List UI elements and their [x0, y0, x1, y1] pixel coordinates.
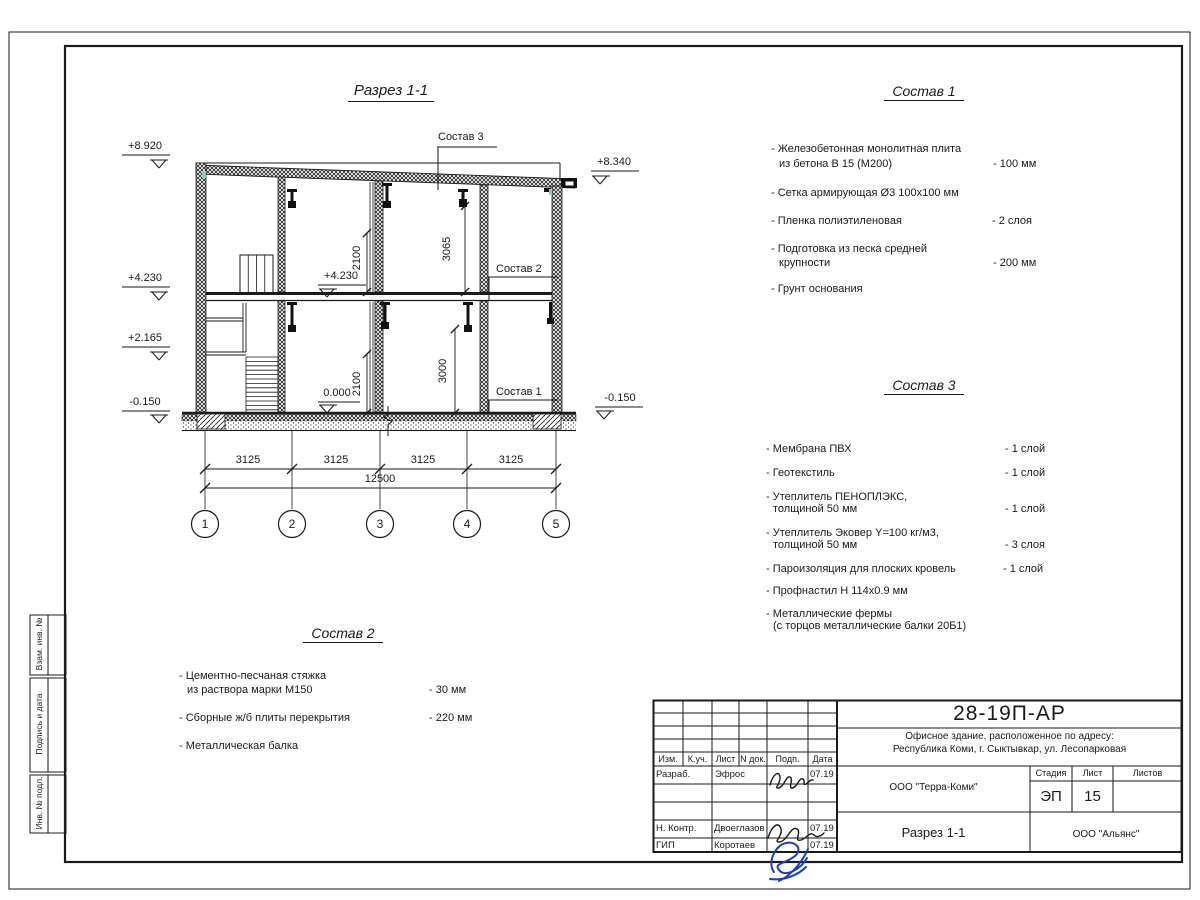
- row-name: Двоеглазов: [714, 823, 765, 834]
- stamp-podpis-data: Подпись и дата: [34, 693, 44, 755]
- list-item: - Мембрана ПВХ: [766, 443, 852, 455]
- seal-mark-right: [549, 189, 552, 195]
- wall-right: [552, 186, 562, 413]
- list-item: крупности: [779, 257, 831, 269]
- grid-bubble-2: 2: [288, 517, 296, 531]
- doc-number: 28-19П-АР: [953, 702, 1066, 725]
- list-item: из бетона В 15 (М200): [779, 158, 892, 170]
- sheets-label: Листов: [1132, 768, 1163, 778]
- contractor-name: ООО "Альянс": [1072, 829, 1140, 840]
- seal-mark-left: [202, 171, 206, 178]
- list-item-value: - 1 слой: [1005, 443, 1046, 455]
- grid-bubble-1: 1: [201, 517, 209, 531]
- elevation-8920: +8.920: [128, 140, 162, 152]
- list-item: - Пароизоляция для плоских кровель: [766, 563, 956, 575]
- wall-left: [196, 163, 206, 413]
- list-item: - Геотекстиль: [766, 467, 835, 479]
- list-item-value: - 100 мм: [993, 158, 1037, 170]
- project-address-line1: Офисное здание, расположенное по адресу:: [905, 731, 1114, 742]
- list-item: - Сетка армирующая Ø3 100х100 мм: [771, 187, 959, 199]
- list-item: - Металлические фермы: [766, 608, 893, 620]
- grid-bubble-5: 5: [552, 517, 560, 531]
- dim-3125-4: 3125: [498, 454, 524, 466]
- list-item-value: - 3 слоя: [1005, 539, 1046, 551]
- list-item: - Металлическая балка: [179, 740, 299, 752]
- list-item: - Утеплитель ПЕНОПЛЭКС,: [766, 491, 908, 503]
- project-address-line2: Республика Коми, г. Сыктывкар, ул. Лесопарковая: [892, 744, 1127, 755]
- list-item: - Сборные ж/б плиты перекрытия: [179, 712, 350, 724]
- callout-sostav2: Состав 2: [496, 263, 542, 275]
- list-item-value: - 220 мм: [429, 712, 473, 724]
- list-item: - Железобетонная монолитная плита: [771, 143, 962, 155]
- dim-2100-floor2: 2100: [351, 245, 363, 271]
- sheet-title: Разрез 1-1: [901, 825, 966, 840]
- list-item: - Профнастил Н 114х0.9 мм: [766, 585, 908, 597]
- row-role: ГИП: [656, 840, 675, 851]
- row-role: Разраб.: [656, 769, 691, 780]
- stamp-inv-podl: Инв. № подл.: [34, 776, 44, 830]
- callout-sostav3: Состав 3: [438, 131, 484, 143]
- stage-value: ЭП: [1040, 788, 1062, 805]
- stage-label: Стадия: [1035, 768, 1067, 778]
- list-item: - Утеплитель Эковер Y=100 кг/м3,: [766, 527, 939, 539]
- list-item: - Пленка полиэтиленовая: [771, 215, 902, 227]
- list-item-value: - 1 слой: [1005, 503, 1046, 515]
- dim-3125-3: 3125: [410, 454, 436, 466]
- sostav2-title: Состав 2: [303, 625, 383, 643]
- row-name: Эфрос: [715, 769, 745, 780]
- list-item-value: - 200 мм: [993, 257, 1037, 269]
- list-item: толщиной 50 мм: [773, 503, 858, 515]
- list-item-value: - 30 мм: [429, 684, 467, 696]
- col-kuch: К.уч.: [687, 754, 708, 764]
- list-item-value: - 1 слой: [1005, 467, 1046, 479]
- list-item: толщиной 50 мм: [773, 539, 858, 551]
- dim-3125-2: 3125: [323, 454, 349, 466]
- stamp-vzam-inv: Взам. инв. №: [34, 617, 44, 671]
- sheet-number: 15: [1084, 788, 1101, 805]
- section-title: Разрез 1-1: [348, 82, 434, 102]
- sostav3-title: Состав 3: [884, 377, 964, 395]
- row-date: 07.19: [810, 823, 834, 834]
- list-item: из раствора марки М150: [187, 684, 313, 696]
- elevation-8340: +8.340: [597, 156, 631, 168]
- sostav1-title: Состав 1: [884, 83, 964, 101]
- ceiling-hangers: [287, 183, 554, 332]
- company-name: ООО "Терра-Коми": [889, 782, 978, 793]
- callout-sostav1: Состав 1: [496, 386, 542, 398]
- elevation-0150-right: -0.150: [604, 392, 636, 404]
- list-item: (с торцов металлические балки 20Б1): [773, 620, 967, 632]
- dim-3000: 3000: [437, 358, 449, 384]
- grid-bubble-4: 4: [463, 517, 471, 531]
- list-item-value: - 1 слой: [1003, 563, 1044, 575]
- row-date: 07.19: [810, 840, 834, 851]
- sheet-label: Лист: [1082, 768, 1103, 778]
- dim-3125-1: 3125: [235, 454, 261, 466]
- grid-bubble-3: 3: [376, 517, 384, 531]
- dim-2100-floor1: 2100: [351, 371, 363, 397]
- staircase: [206, 255, 278, 413]
- list-item: - Подготовка из песка средней: [771, 243, 927, 255]
- row-role: Н. Контр.: [656, 823, 697, 834]
- col-podp: Подп.: [775, 754, 800, 764]
- elevation-4230-mid: +4.230: [324, 270, 358, 282]
- dim-3065: 3065: [441, 236, 453, 262]
- list-item: - Грунт основания: [771, 283, 863, 295]
- col-data: Дата: [812, 754, 833, 764]
- elevation-2165: +2.165: [128, 332, 162, 344]
- elevation-4230-left: +4.230: [128, 272, 162, 284]
- col-ndok: N док.: [740, 754, 766, 764]
- col-izm: Изм.: [658, 754, 678, 764]
- row-name: Коротаев: [714, 840, 756, 851]
- list-item: - Цементно-песчаная стяжка: [179, 670, 327, 682]
- elevation-0000: 0.000: [323, 387, 351, 399]
- list-item-value: - 2 слоя: [992, 215, 1033, 227]
- dim-12500: 12500: [364, 473, 396, 485]
- row-date: 07.19: [810, 769, 834, 780]
- col-list: Лист: [715, 754, 736, 764]
- elevation-0150-left: -0.150: [129, 396, 161, 408]
